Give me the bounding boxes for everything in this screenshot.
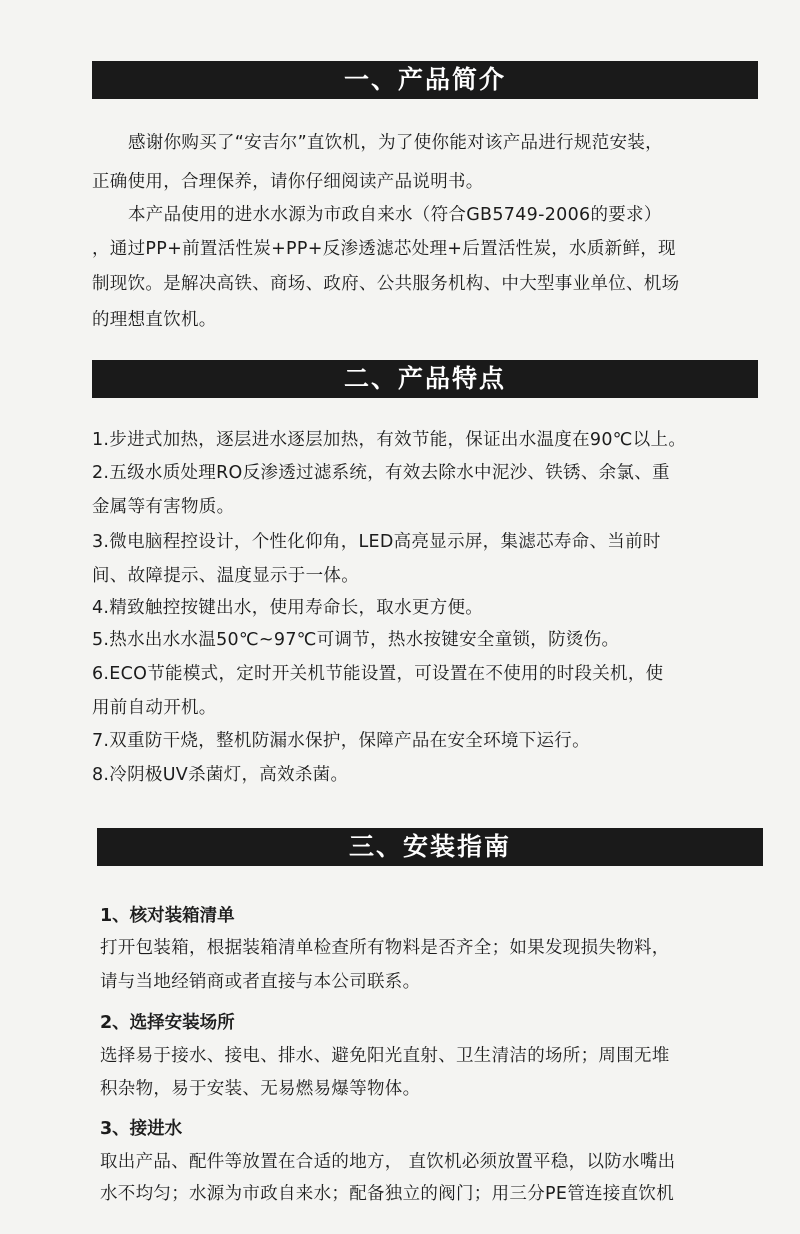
feature-line: 间、故障提示、温度显示于一体。: [92, 566, 359, 586]
feature-line: 1.步进式加热，逐层进水逐层加热，有效节能，保证出水温度在90℃以上。: [92, 430, 687, 450]
section-1-line: 的理想直饮机。: [92, 310, 217, 330]
feature-line: 6.ECO节能模式，定时开关机节能设置，可设置在不使用的时段关机，使: [92, 664, 664, 684]
install-line: 积杂物，易于安装、无易燃易爆等物体。: [100, 1079, 421, 1099]
feature-line: 2.五级水质处理RO反渗透过滤系统，有效去除水中泥沙、铁锈、余氯、重: [92, 463, 670, 483]
subheading-water-inlet: 3、接进水: [100, 1119, 183, 1139]
section-1-line: 感谢你购买了“安吉尔”直饮机，为了使你能对该产品进行规范安装，: [128, 133, 663, 153]
feature-line: 3.微电脑程控设计，个性化仰角，LED高亮显示屏，集滤芯寿命、当前时: [92, 532, 661, 552]
feature-line: 金属等有害物质。: [92, 497, 235, 517]
subheading-choose-location: 2、选择安装场所: [100, 1013, 235, 1033]
section-2-title-bar: 二、产品特点: [92, 360, 758, 398]
install-line: 水不均匀；水源为市政自来水；配备独立的阀门；用三分PE管连接直饮机: [100, 1184, 675, 1204]
install-line: 打开包装箱，根据装箱清单检查所有物料是否齐全；如果发现损失物料，: [100, 938, 670, 958]
section-1-line: 本产品使用的进水水源为市政自来水（符合GB5749-2006的要求）: [128, 205, 662, 225]
section-1-line: ，通过PP+前置活性炭+PP+反渗透滤芯处理+后置活性炭，水质新鲜，现: [92, 239, 676, 259]
feature-line: 用前自动开机。: [92, 698, 217, 718]
feature-line: 7.双重防干烧，整机防漏水保护，保障产品在安全环境下运行。: [92, 731, 590, 751]
install-line: 选择易于接水、接电、排水、避免阳光直射、卫生清洁的场所；周围无堆: [100, 1046, 670, 1066]
section-3-title-bar: 三、安装指南: [97, 828, 763, 866]
subheading-check-packing-list: 1、核对装箱清单: [100, 906, 235, 926]
section-1-line: 正确使用，合理保养，请你仔细阅读产品说明书。: [92, 172, 484, 192]
feature-line: 5.热水出水水温50℃~97℃可调节，热水按键安全童锁，防烫伤。: [92, 630, 620, 650]
feature-line: 8.冷阴极UV杀菌灯，高效杀菌。: [92, 765, 349, 785]
install-line: 取出产品、配件等放置在合适的地方， 直饮机必须放置平稳，以防水嘴出: [100, 1152, 676, 1172]
section-1-title-bar: 一、产品简介: [92, 61, 758, 99]
section-1-line: 制现饮。是解决高铁、商场、政府、公共服务机构、中大型事业单位、机场: [92, 274, 680, 294]
install-line: 请与当地经销商或者直接与本公司联系。: [100, 972, 421, 992]
feature-line: 4.精致触控按键出水，使用寿命长，取水更方便。: [92, 598, 484, 618]
